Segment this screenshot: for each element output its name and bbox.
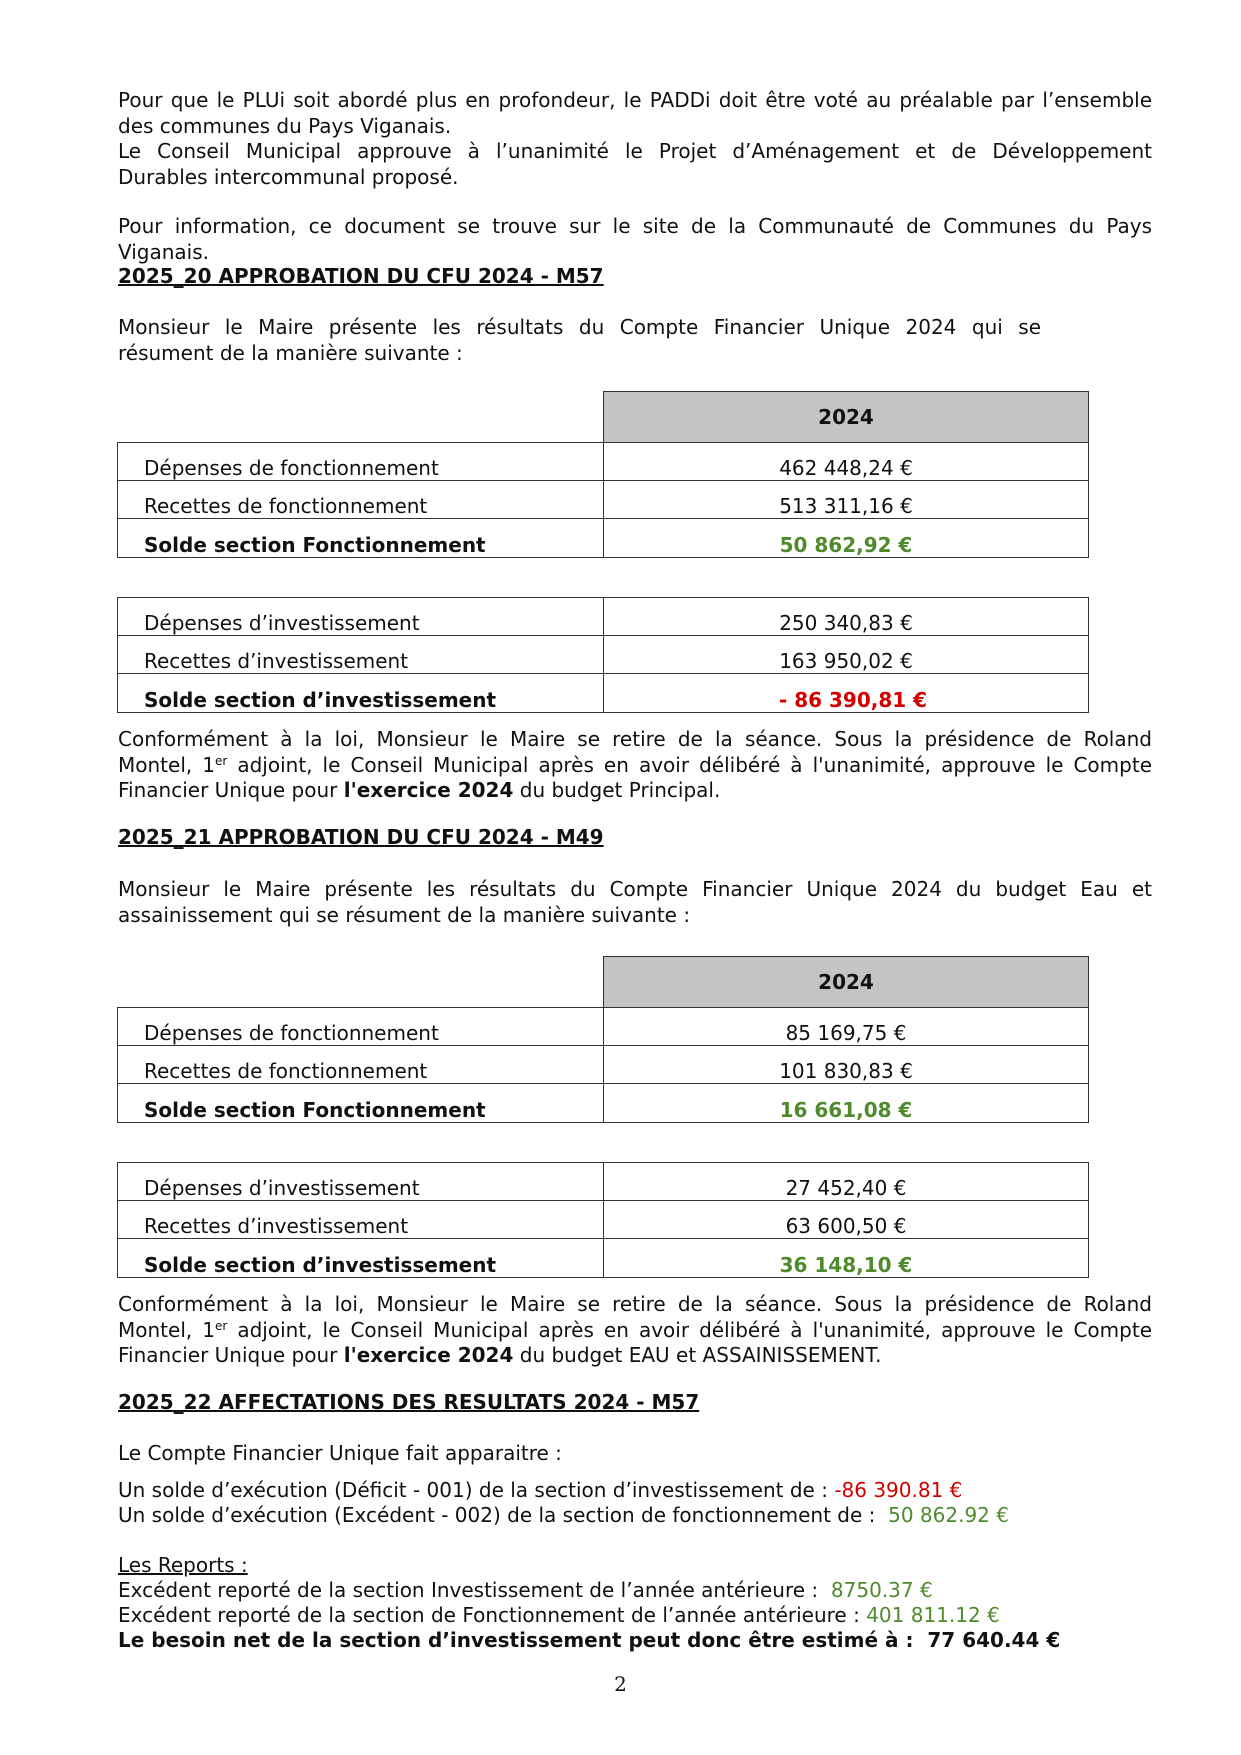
total-value: 50 862,92 € <box>779 533 913 557</box>
intro-line: Pour que le PLUi soit abordé plus en profondeur, le PADDi doit être voté au préalable par l’ensemble <box>118 88 1152 112</box>
section-heading-2025-21: 2025_21 APPROBATION DU CFU 2024 - M49 <box>118 825 604 849</box>
deficit-value: -86 390.81 € <box>834 1478 963 1502</box>
row-label: Recettes d’investissement <box>144 649 409 673</box>
intro-line: Le Conseil Municipal approuve à l’unanimité le Projet d’Aménagement et de Développement <box>118 139 1152 163</box>
total-label: Solde section d’investissement <box>144 688 497 712</box>
row-value: 101 830,83 € <box>779 1059 913 1083</box>
row-value: 63 600,50 € <box>785 1214 907 1238</box>
s21-intro-line: Monsieur le Maire présente les résultats du Compte Financier Unique 2024 du budget Eau et <box>118 877 1152 901</box>
total-value: - 86 390,81 € <box>778 688 928 712</box>
s22-intro: Le Compte Financier Unique fait apparaitre : <box>118 1441 562 1465</box>
excedent-line: Un solde d’exécution (Excédent - 002) de la section de fonctionnement de : 50 862.92 € <box>118 1503 1009 1527</box>
s21-intro <box>118 877 1152 928</box>
row-value: 85 169,75 € <box>785 1021 907 1045</box>
total-label: Solde section d’investissement <box>144 1253 497 1277</box>
row-value: 27 452,40 € <box>785 1176 907 1200</box>
intro-paragraph <box>118 88 1152 190</box>
besoin-net-line: Le besoin net de la section d’investissement peut donc être estimé à : 77 640.44 € <box>118 1628 1061 1652</box>
s20-intro-line: Monsieur le Maire présente les résultats du Compte Financier Unique 2024 qui se <box>118 315 1041 339</box>
row-label: Dépenses de fonctionnement <box>144 456 439 480</box>
reports-title: Les Reports : <box>118 1553 248 1577</box>
row-label: Dépenses d’investissement <box>144 611 420 635</box>
info-line: Viganais. <box>118 239 210 264</box>
total-value: 16 661,08 € <box>779 1098 913 1122</box>
report-fonctionnement-line: Excédent reporté de la section de Fonctionnement de l’année antérieure : 401 811.12 € <box>118 1603 1000 1627</box>
s21-conclusion <box>118 1292 1152 1369</box>
page-number: 2 <box>614 1672 627 1696</box>
info-line: Pour information, ce document se trouve sur le site de la Communauté de Communes du Pays <box>118 214 1152 238</box>
excedent-value: 50 862.92 € <box>888 1503 1009 1527</box>
intro-line: Durables intercommunal proposé. <box>118 164 459 189</box>
conclusion-line: Montel, 1er adjoint, le Conseil Municipal après en avoir délibéré à l'unanimité, approuve le Compte <box>118 752 1152 777</box>
section-heading-2025-20: 2025_20 APPROBATION DU CFU 2024 - M57 <box>118 264 604 288</box>
conclusion-line: Conformément à la loi, Monsieur le Maire se retire de la séance. Sous la présidence de Roland <box>118 1292 1152 1316</box>
s21-intro-line: assainissement qui se résument de la manière suivante : <box>118 902 691 927</box>
section-heading-2025-22: 2025_22 AFFECTATIONS DES RESULTATS 2024 - M57 <box>118 1390 700 1414</box>
conclusion-line: Conformément à la loi, Monsieur le Maire se retire de la séance. Sous la présidence de Roland <box>118 727 1152 751</box>
s20-intro-line: résument de la manière suivante : <box>118 340 463 365</box>
info-paragraph <box>118 214 1152 265</box>
row-label: Recettes de fonctionnement <box>144 1059 428 1083</box>
intro-line: des communes du Pays Viganais. <box>118 113 452 138</box>
year-header: 2024 <box>603 956 1089 1008</box>
deficit-line: Un solde d’exécution (Déficit - 001) de la section d’investissement de : -86 390.81 € <box>118 1478 963 1502</box>
row-value: 513 311,16 € <box>779 494 913 518</box>
row-value: 163 950,02 € <box>779 649 913 673</box>
total-label: Solde section Fonctionnement <box>144 1098 486 1122</box>
conclusion-line: Financier Unique pour l'exercice 2024 du budget EAU et ASSAINISSEMENT. <box>118 1343 882 1367</box>
total-value: 36 148,10 € <box>779 1253 913 1277</box>
row-value: 462 448,24 € <box>779 456 913 480</box>
report-fonctionnement-value: 401 811.12 € <box>866 1603 1000 1627</box>
row-label: Recettes d’investissement <box>144 1214 409 1238</box>
row-value: 250 340,83 € <box>779 611 913 635</box>
year-header: 2024 <box>603 391 1089 443</box>
s20-intro <box>118 315 1041 366</box>
row-label: Dépenses d’investissement <box>144 1176 420 1200</box>
conclusion-line: Financier Unique pour l'exercice 2024 du budget Principal. <box>118 778 721 802</box>
conclusion-line: Montel, 1er adjoint, le Conseil Municipal après en avoir délibéré à l'unanimité, approuve le Compte <box>118 1317 1152 1342</box>
row-label: Dépenses de fonctionnement <box>144 1021 439 1045</box>
report-investissement-line: Excédent reporté de la section Investissement de l’année antérieure : 8750.37 € <box>118 1578 933 1602</box>
report-investissement-value: 8750.37 € <box>830 1578 933 1602</box>
s20-conclusion <box>118 727 1152 804</box>
row-label: Recettes de fonctionnement <box>144 494 428 518</box>
total-label: Solde section Fonctionnement <box>144 533 486 557</box>
